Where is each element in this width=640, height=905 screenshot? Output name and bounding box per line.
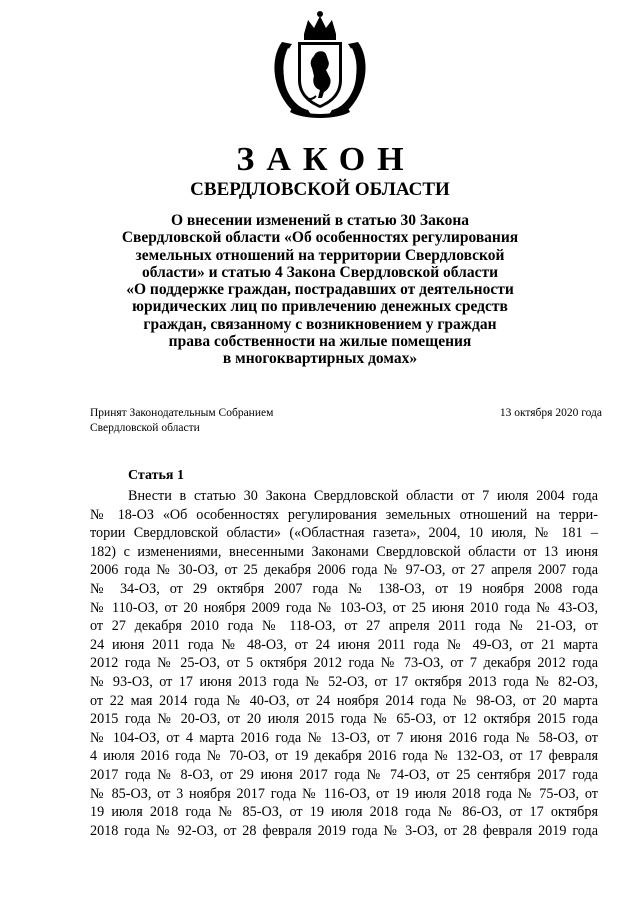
adopted-by-block (90, 406, 273, 436)
article-line: от 27 декабря 2010 года № 118-ОЗ, от 27 апреля 2011 года № 21-ОЗ, от (90, 618, 598, 635)
article-line: 2006 года № 30-ОЗ, от 25 декабря 2006 года № 97-ОЗ, от 27 апреля 2007 года (90, 562, 598, 579)
article-line: 24 июня 2011 года № 48-ОЗ, от 24 июня 2011 года № 49-ОЗ, от 21 марта (90, 636, 598, 653)
article-line: 182) с изменениями, внесенными Законами Свердловской области от 13 июня (90, 543, 598, 560)
law-title-line: юридических лиц по привлечению денежных средств (132, 298, 508, 316)
law-title-line: Свердловской области «Об особенностях регулирования (121, 229, 519, 247)
law-title-line: О внесении изменений в статью 30 Закона (170, 212, 470, 229)
article-line: № 93-ОЗ, от 17 июня 2013 года № 52-ОЗ, от 17 октября 2013 года № 82-ОЗ, (90, 673, 598, 690)
law-title-line: в многоквартирных домах» (222, 350, 418, 368)
law-title-line: «О поддержке граждан, пострадавших от деятельности (126, 281, 514, 299)
article-line: тории Свердловской области» («Областная газета», 2004, 10 июля, № 181 – (90, 525, 598, 542)
adopted-by-line: Свердловской области (90, 422, 200, 434)
article-line: от 22 мая 2014 года № 40-ОЗ, от 24 ноября 2014 года № 98-ОЗ, от 20 марта (90, 692, 598, 709)
region-heading: СВЕРДЛОВСКОЙ ОБЛАСТИ (190, 179, 450, 200)
article-line: 2012 года № 25-ОЗ, от 5 октября 2012 года № 73-ОЗ, от 7 декабря 2012 года (90, 655, 598, 672)
document-type-heading: ЗАКОН (236, 141, 416, 178)
coat-of-arms-emblem (268, 8, 372, 120)
article-line: 2018 года № 92-ОЗ, от 28 февраля 2019 года № 3-ОЗ, от 28 февраля 2019 года (90, 822, 598, 839)
law-title-line: права собственности на жилые помещения (168, 333, 472, 351)
article-line: № 34-ОЗ, от 29 октября 2007 года № 138-ОЗ, от 19 ноября 2008 года (90, 580, 598, 597)
article-line: Внести в статью 30 Закона Свердловской области от 7 июля 2004 года (128, 488, 598, 504)
article-line: 2017 года № 8-ОЗ, от 29 июня 2017 года № 74-ОЗ, от 25 сентября 2017 года (90, 766, 598, 783)
article-line: № 110-ОЗ, от 20 ноября 2009 года № 103-ОЗ, от 25 июня 2010 года № 43-ОЗ, (90, 599, 598, 616)
article-line: № 18-ОЗ «Об особенностях регулирования земельных отношений на терри- (90, 506, 598, 523)
adopted-by-line: Принят Законодательным Собранием (90, 407, 274, 419)
article-line: № 85-ОЗ, от 3 ноября 2017 года № 116-ОЗ, от 19 июля 2018 года № 75-ОЗ, от (90, 785, 598, 802)
law-title-line: области» и статью 4 Закона Свердловской области (141, 263, 499, 281)
law-title (90, 212, 550, 368)
article-body (90, 487, 598, 840)
adoption-date: 13 октября 2020 года (499, 407, 602, 419)
article-line: 4 июля 2016 года № 70-ОЗ, от 19 декабря 2016 года № 132-ОЗ, от 17 февраля (90, 748, 598, 765)
article-line: № 104-ОЗ, от 4 марта 2016 года № 13-ОЗ, от 7 июня 2016 года № 58-ОЗ, от (90, 729, 598, 746)
crown-icon (304, 11, 336, 40)
article-line: 19 июля 2018 года № 85-ОЗ, от 19 июля 2018 года № 86-ОЗ, от 17 октября (90, 804, 598, 821)
law-title-line: земельных отношений на территории Свердловской (135, 246, 505, 264)
article-heading: Статья 1 (128, 468, 184, 483)
article-line: 2015 года № 20-ОЗ, от 20 июля 2015 года № 65-ОЗ, от 12 октября 2015 года (90, 711, 598, 728)
law-title-line: граждан, связанному с возникновением у граждан (143, 315, 497, 333)
